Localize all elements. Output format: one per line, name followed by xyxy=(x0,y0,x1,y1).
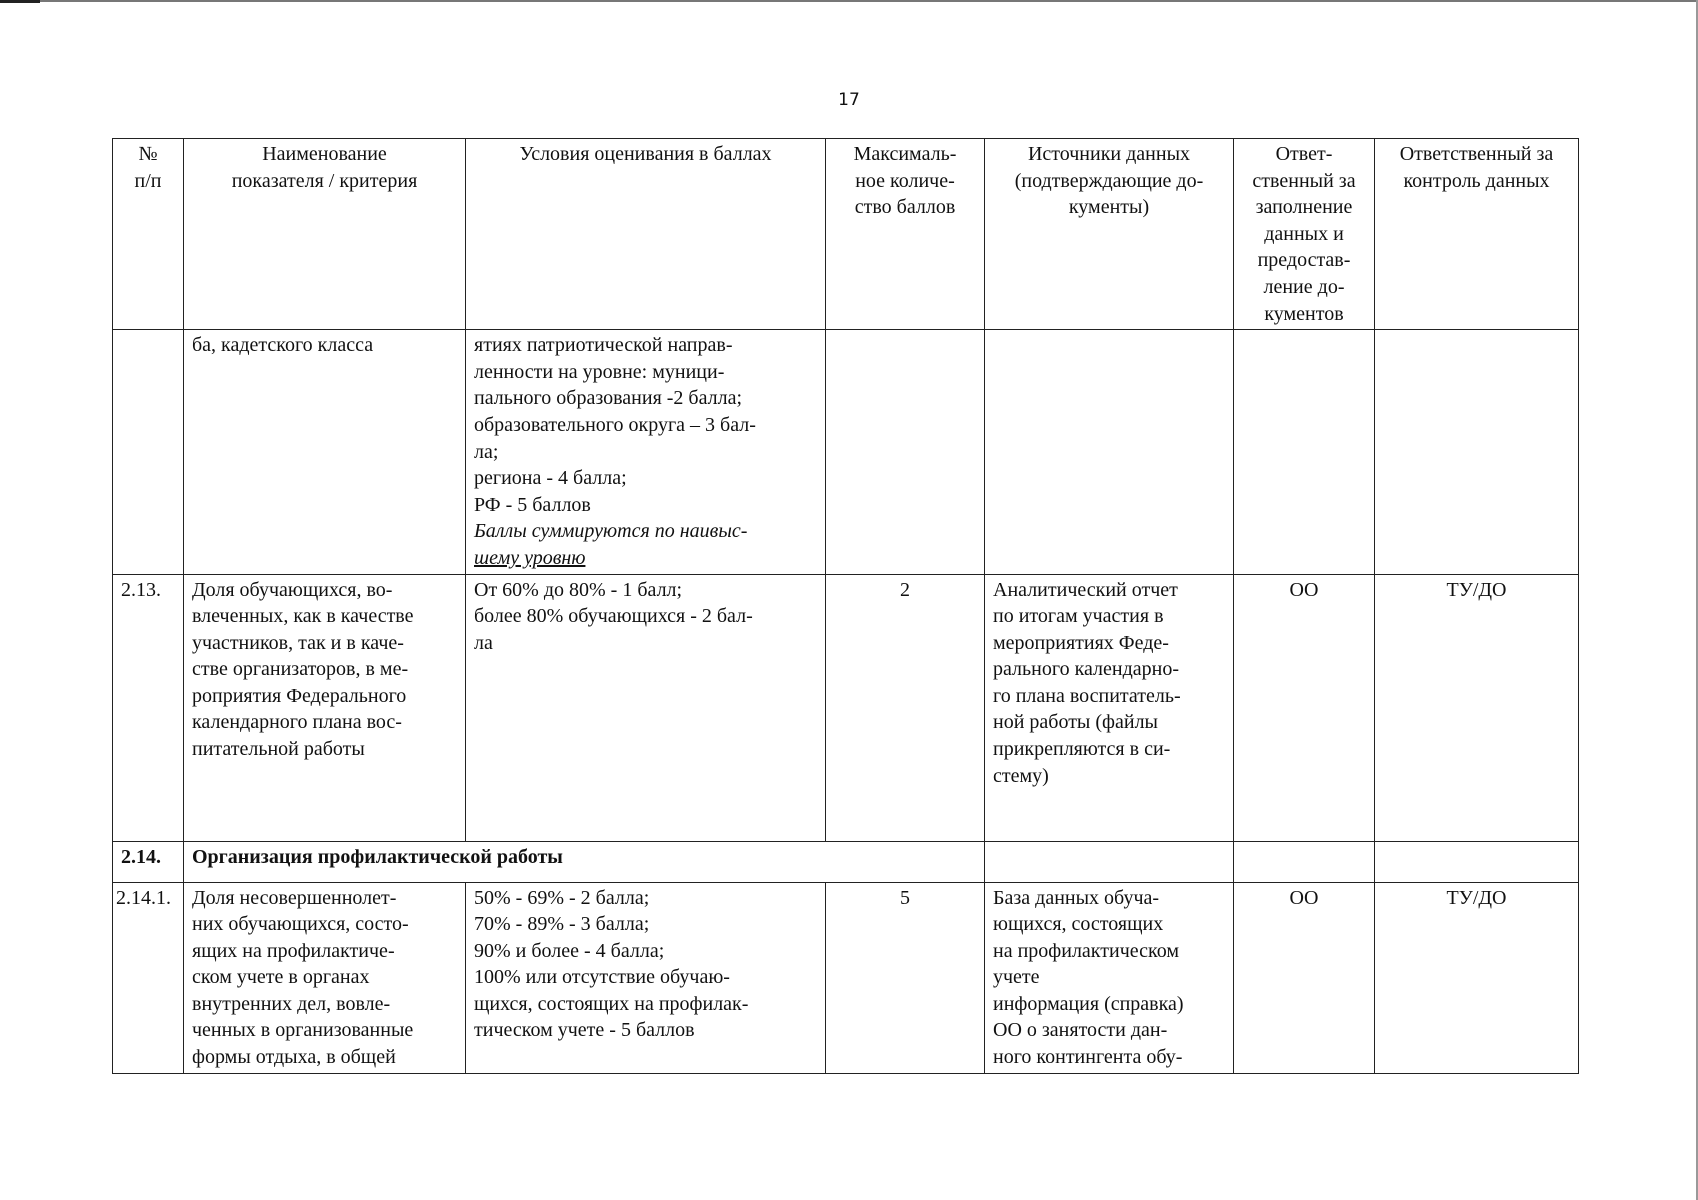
conditions-text: ятиях патриотической направ- ленности на уровне: муници- пального образования -2 балла; образовательного округа – 3 бал- ла; региона - 4 балла; РФ - 5 баллов xyxy=(474,334,756,516)
table-row xyxy=(113,574,1579,841)
section-row xyxy=(113,841,1579,882)
header-data-sources: Источники данных (подтверждающие до- кументы) xyxy=(985,139,1234,330)
row-responsible-fill xyxy=(1234,330,1375,574)
row-sources: Аналитический отчет по итогам участия в мероприятиях Феде- рального календарно- го плана воспитатель- ной работы (файлы прикрепляются в си- стему) xyxy=(985,574,1234,841)
row-responsible-fill: ОО xyxy=(1234,882,1375,1073)
section-title: Организация профилактической работы xyxy=(184,841,985,882)
table-row xyxy=(113,882,1579,1073)
row-name: Доля обучающихся, во- влеченных, как в качестве участников, так и в каче- стве организаторов, в ме- роприятия Федерального календарного плана вос- питательной работы xyxy=(184,574,466,841)
top-rule xyxy=(0,0,1698,2)
row-conditions xyxy=(466,330,826,574)
row-responsible-control: ТУ/ДО xyxy=(1375,882,1579,1073)
conditions-note: Баллы суммируются по наивыс- xyxy=(474,520,748,543)
section-num: 2.14. xyxy=(113,841,184,882)
row-responsible-control xyxy=(1375,330,1579,574)
row-num: 2.13. xyxy=(113,574,184,841)
header-row xyxy=(113,139,1579,330)
row-responsible-fill: ОО xyxy=(1234,574,1375,841)
row-max-points: 5 xyxy=(826,882,985,1073)
row-num xyxy=(113,330,184,574)
top-rule-mark xyxy=(0,0,40,3)
row-max-points: 2 xyxy=(826,574,985,841)
row-conditions: 50% - 69% - 2 балла; 70% - 89% - 3 балла; 90% и более - 4 балла; 100% или отсутствие обучаю- щихся, состоящих на профилак- тическом учете - 5 баллов xyxy=(466,882,826,1073)
header-num: № п/п xyxy=(113,139,184,330)
row-sources: База данных обуча- ющихся, состоящих на профилактическом учете информация (справка) ОО о занятости дан- ного контингента обу- xyxy=(985,882,1234,1073)
row-name: Доля несовершеннолет- них обучающихся, состо- ящих на профилактиче- ском учете в органах внутренних дел, вовле- ченных в организованные формы отдыха, в общей xyxy=(184,882,466,1073)
table-row xyxy=(113,330,1579,574)
section-empty-cell xyxy=(1234,841,1375,882)
criteria-table xyxy=(112,138,1579,1074)
row-responsible-control: ТУ/ДО xyxy=(1375,574,1579,841)
header-responsible-fill: Ответ- ственный за заполнение данных и предостав- ление до- кументов xyxy=(1234,139,1375,330)
header-max-points: Максималь- ное количе- ство баллов xyxy=(826,139,985,330)
header-responsible-control: Ответственный за контроль данных xyxy=(1375,139,1579,330)
header-name: Наименование показателя / критерия xyxy=(184,139,466,330)
conditions-note-underlined: шему уровню xyxy=(474,546,586,569)
row-conditions: От 60% до 80% - 1 балл; более 80% обучающихся - 2 бал- ла xyxy=(466,574,826,841)
section-empty-cell xyxy=(985,841,1234,882)
header-conditions: Условия оценивания в баллах xyxy=(466,139,826,330)
section-empty-cell xyxy=(1375,841,1579,882)
row-name: ба, кадетского класса xyxy=(184,330,466,574)
row-sources xyxy=(985,330,1234,574)
page-number: 17 xyxy=(838,90,860,110)
row-num: 2.14.1. xyxy=(113,882,184,1073)
row-max-points xyxy=(826,330,985,574)
